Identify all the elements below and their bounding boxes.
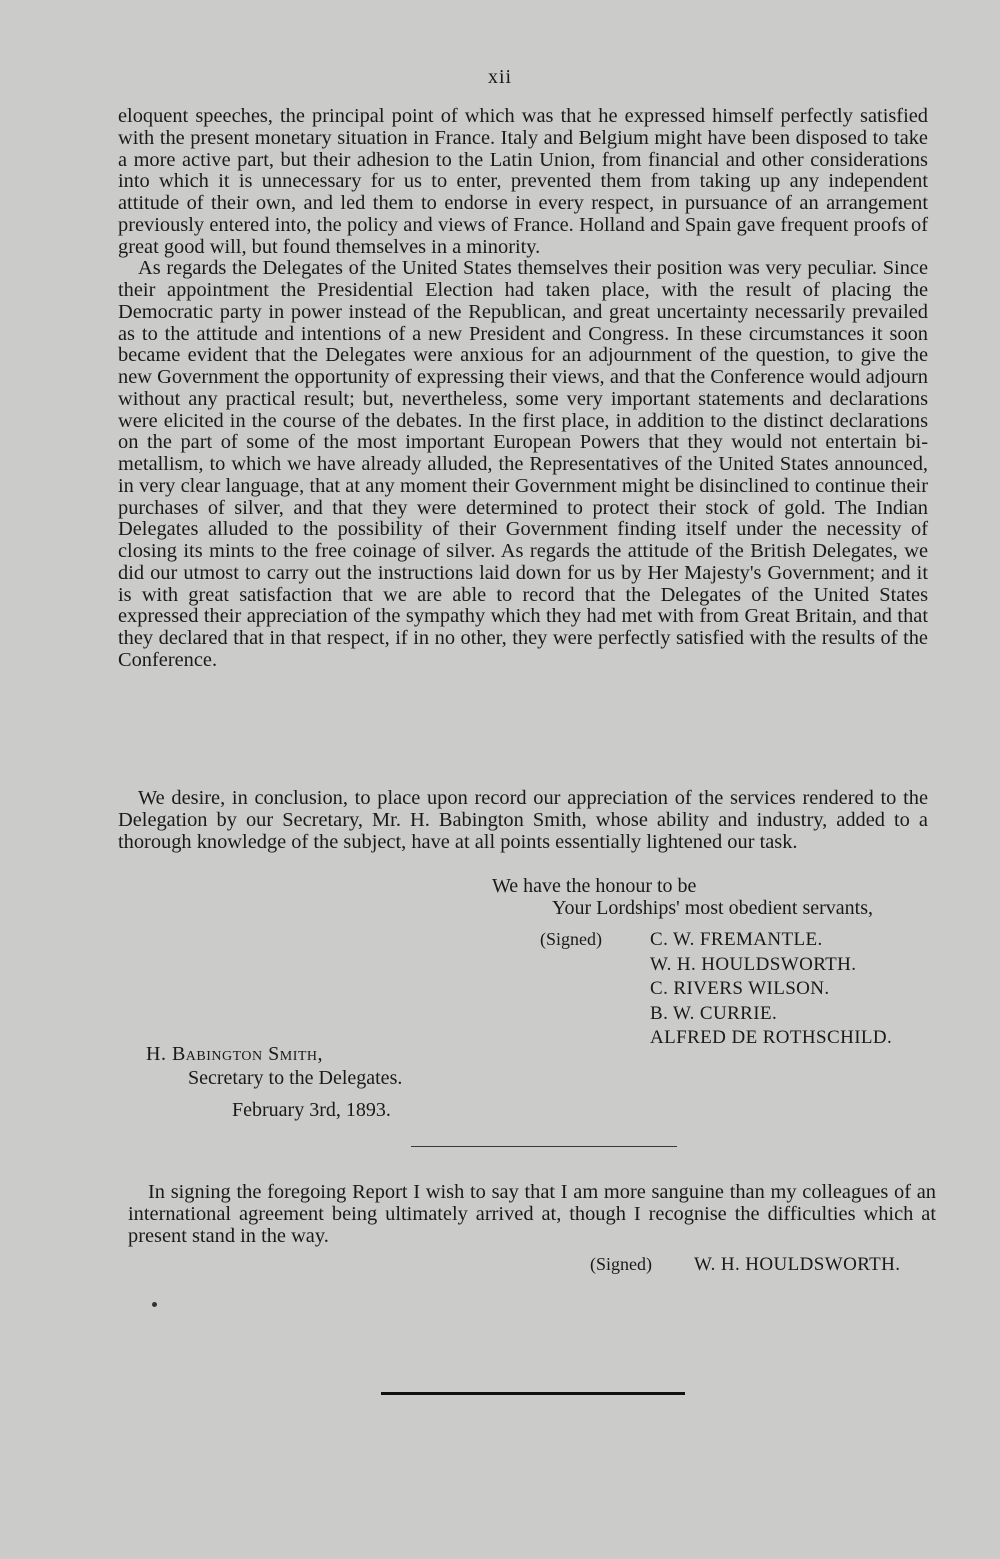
dissent-note-text: In signing the foregoing Report I wish to say that I am more sanguine than my colleagues of an international agreement being ultimately arrived at, though I recognise the difficulties which at present stand in the way. xyxy=(128,1181,936,1247)
end-rule xyxy=(381,1392,685,1395)
section-divider xyxy=(411,1146,677,1147)
signatory-name: W. H. HOULDSWORTH. xyxy=(650,953,857,975)
paragraph-conclusion: We desire, in conclusion, to place upon record our appreciation of the services rendered to the Delegation by our Secretary, Mr. H. Babington Smith, whose ability and industry, added to a thorough knowledge of the subject, have at all points essentially lightened our task. xyxy=(118,787,928,853)
closing-line-1: We have the honour to be xyxy=(492,875,697,897)
secretary-role: Secretary to the Delegates. xyxy=(188,1067,403,1089)
closing-salutation xyxy=(492,876,873,919)
page-number: xii xyxy=(487,66,513,88)
dissent-signatory-name: W. H. HOULDSWORTH. xyxy=(694,1254,901,1275)
report-date: February 3rd, 1893. xyxy=(232,1099,391,1121)
signatory-name: C. W. FREMANTLE. xyxy=(650,929,823,950)
signatory-name: B. W. CURRIE. xyxy=(650,1002,778,1024)
paragraph-continuation: eloquent speeches, the principal point of which was that he expressed himself perfectly satisfied with the present monetary situation in France. Italy and Belgium might have been disposed to take a more active part, but their adhesion to the Latin Union, from financial and other considerations into which it is unnecessary for us to enter, prevented them from taking up any independent attitude of their own, and led them to endorse in every respect, in pursuance of an arrangement previously entered into, the policy and views of France. Holland and Spain gave frequent proofs of great good will, but found themselves in a minority. xyxy=(118,105,928,258)
ink-dot xyxy=(152,1302,157,1307)
signatory-row xyxy=(540,1026,892,1051)
signatory-name: C. RIVERS WILSON. xyxy=(650,978,830,999)
secretary-block xyxy=(146,1042,402,1122)
signed-label: (Signed) xyxy=(590,1254,652,1274)
signatory-row xyxy=(540,953,892,978)
conclusion-section xyxy=(118,788,928,853)
closing-line-2: Your Lordships' most obedient servants, xyxy=(552,896,874,919)
signatories-block xyxy=(540,927,892,1051)
paragraph-united-states: As regards the Delegates of the United States themselves their position was very peculiar. Since their appointment the Presidential Election had taken place, with the result of placing the Democratic party in power instead of the Republican, and great uncertainty necessarily prevailed as to the attitude and intentions of a new President and Congress. In these circumstances it soon became evident that the Delegates were anxious for an adjournment of the question, to give the new Government the opportunity of expressing their views, and that the Conference would adjourn without any practical result; but, nevertheless, some very important statements and declarations were elicited in the course of the debates. In the first place, in addition to the distinct declarations on the part of some of the most important European Powers that they would not entertain bi-metallism, to which we have already alluded, the Representatives of the United States announced, in very clear language, that at any moment their Government might be disinclined to continue their purchases of silver, and that they were determined to protect their stock of gold. The Indian Delegates alluded to the possibility of their Government finding itself under the necessity of closing its mints to the free coinage of silver. As regards the attitude of the British Delegates, we did our utmost to carry out the instructions laid down for us by Her Majesty's Government; and it is with great satisfaction that we are able to record that the Delegates of the United States expressed their appreciation of the sympathy which they had met with from Great Britain, and that they declared that in that respect, if in no other, they were perfectly satisfied with the results of the Conference. xyxy=(118,257,928,671)
signatory-row xyxy=(540,977,892,1002)
report-body xyxy=(118,106,928,672)
signed-label: (Signed) xyxy=(540,929,602,949)
secretary-name: H. Babington Smith, xyxy=(146,1043,324,1065)
signatory-name: ALFRED DE ROTHSCHILD. xyxy=(650,1027,893,1048)
signatory-row xyxy=(540,1002,892,1027)
signatory-row xyxy=(540,927,892,953)
dissent-note xyxy=(128,1182,936,1247)
dissent-signature xyxy=(590,1254,900,1276)
